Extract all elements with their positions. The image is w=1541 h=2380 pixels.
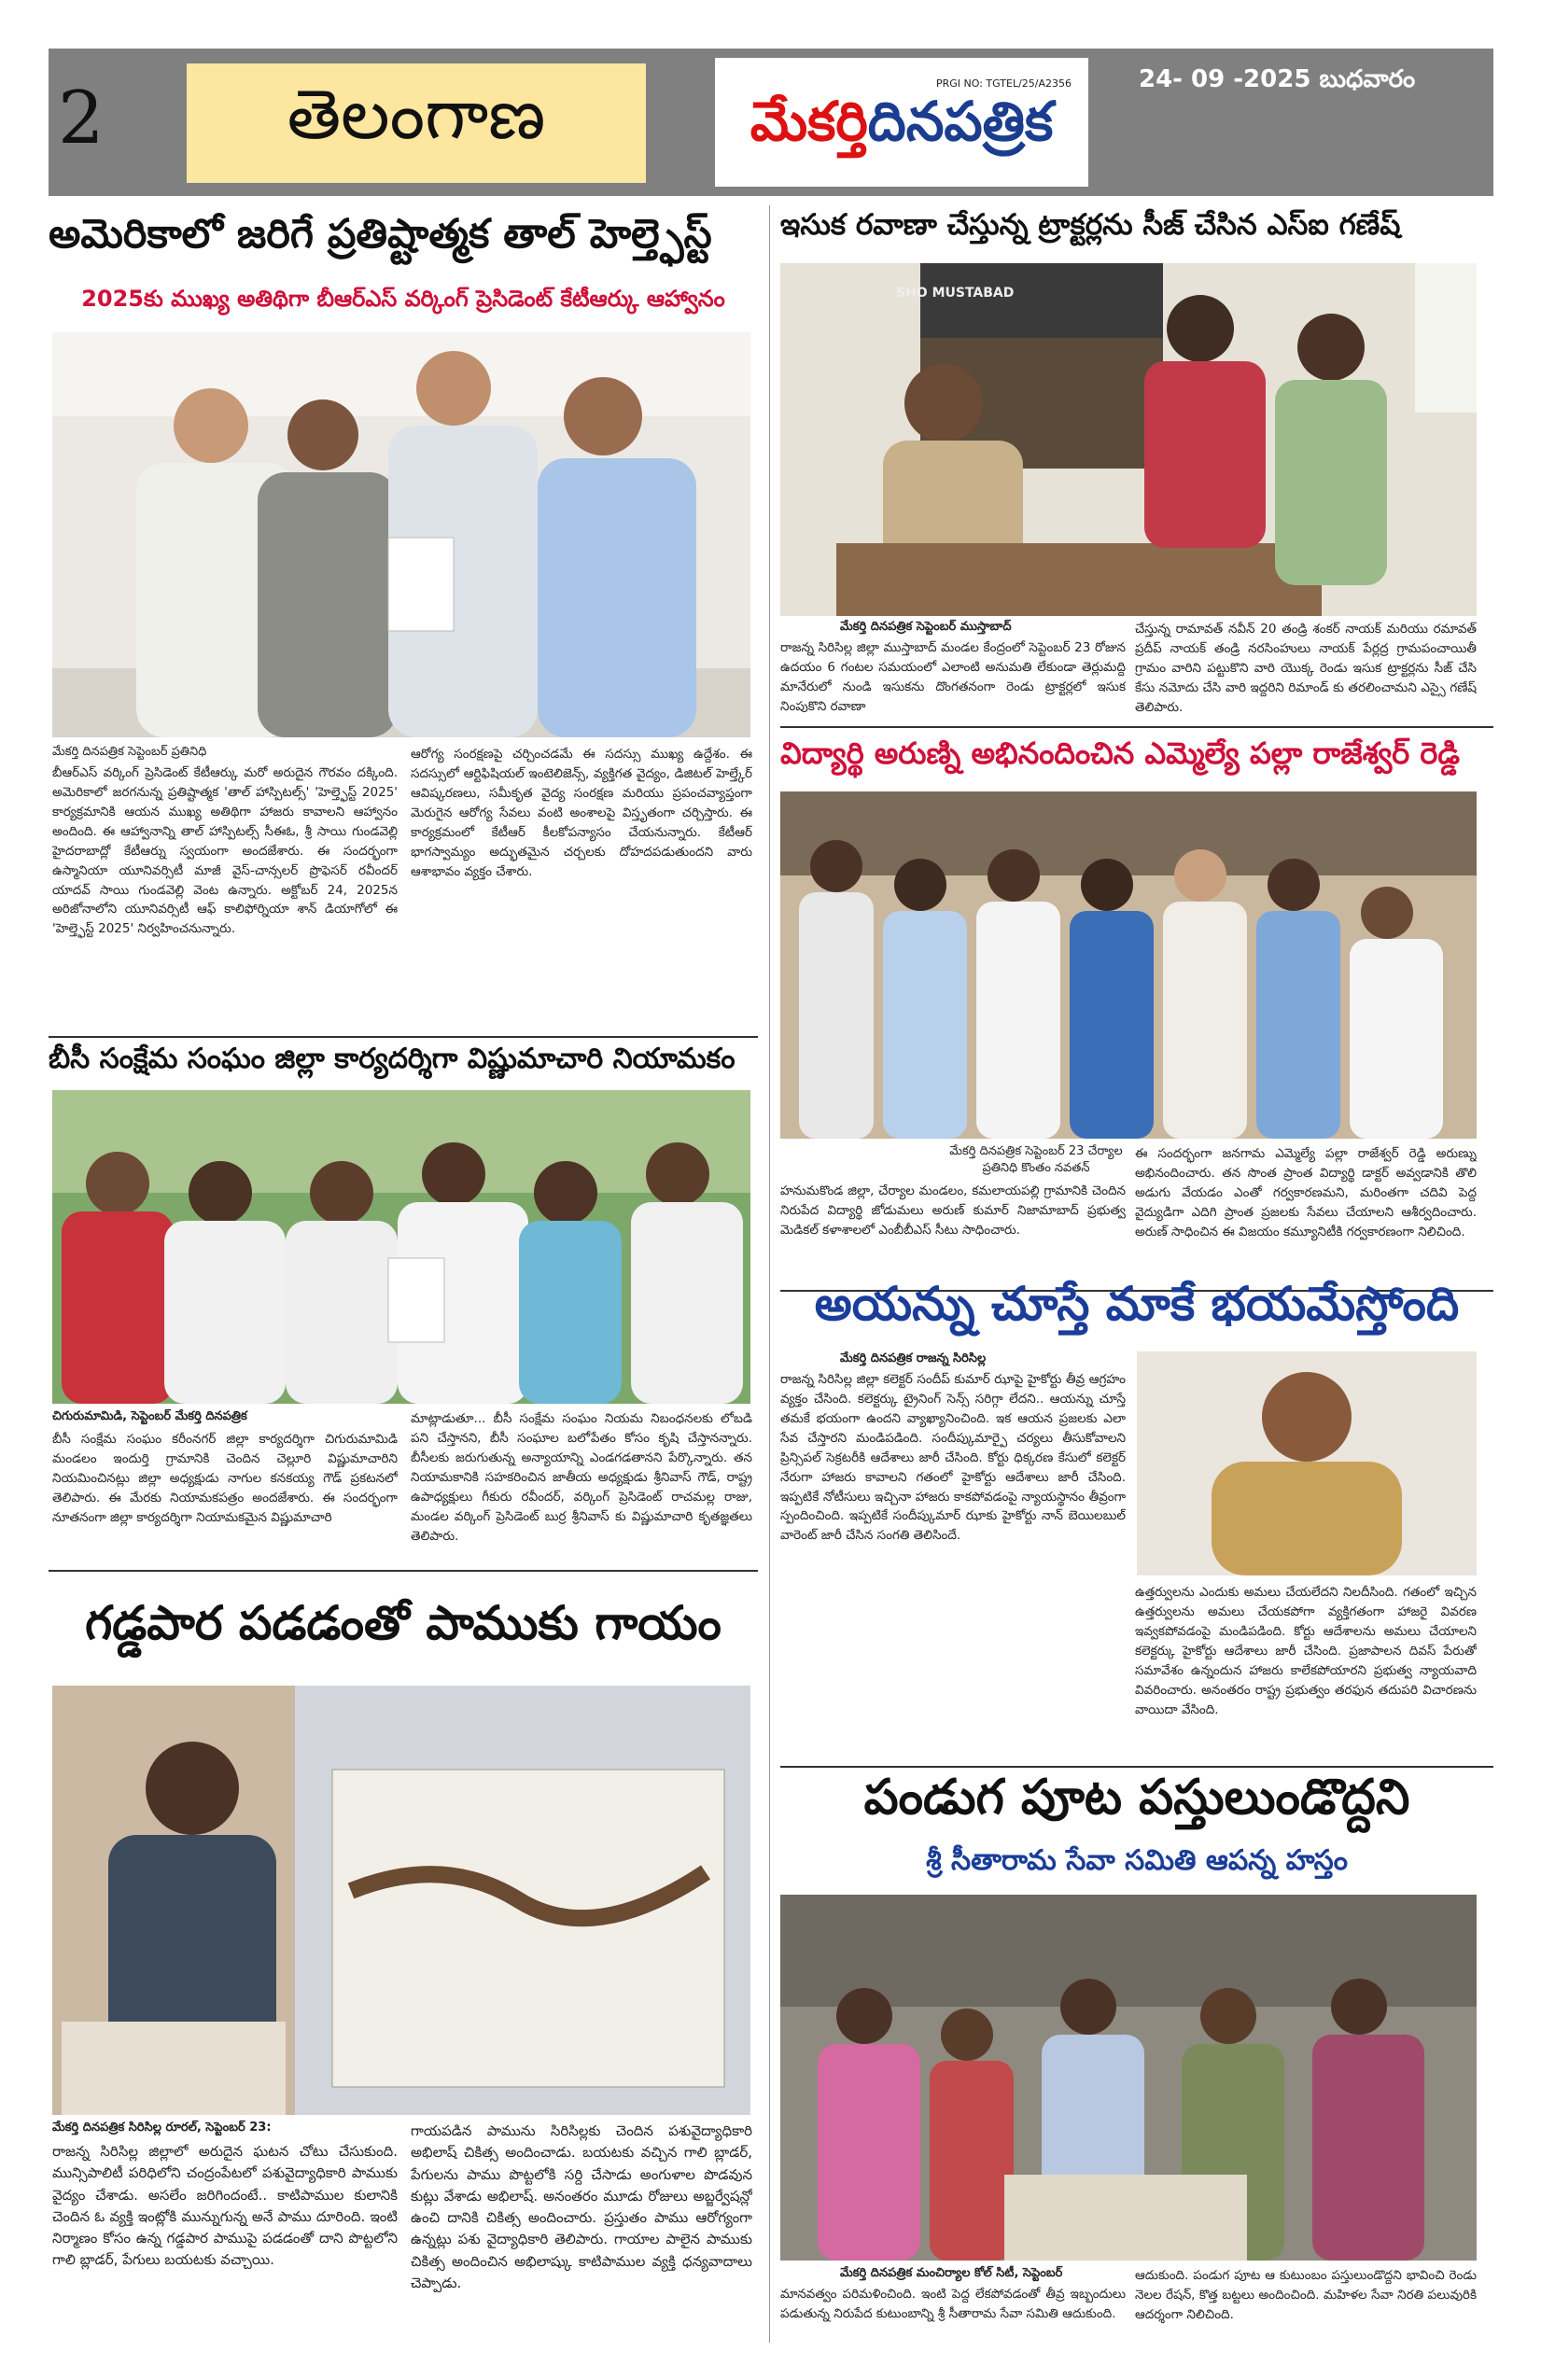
article-7-text-col-1: మానవత్వం పరిమళించింది. ఇంటి పెద్ద లేకపోవడంతో తీవ్ర ఇబ్బందులు పడుతున్న నిరుపేద కుటుంబాన్ని శ్రీ సీతారామ సేవా సమితి ఆదుకుంది.: [780, 2287, 1126, 2321]
article-1-dateline: మేకర్తి దినపత్రిక సెప్టెంబర్ ప్రతినిధి: [52, 745, 207, 759]
article-2-dateline: చిగురుమామిడి, సెప్టెంబర్ మేకర్తి దినపత్రిక: [52, 1409, 247, 1423]
article-5-text-col-1: హనుమకొండ జిల్లా, చేర్యాల మండలం, కమలాయపల్లి గ్రామానికి చెందిన నిరుపేద విద్యార్థి జోడుమలు అరుణ్ కుమార్ నిజామాబాద్ ప్రభుత్వ మెడికల్ కళాశాలలో ఎంబీబీఎస్ సీటు సాధించారు.: [780, 1183, 1126, 1238]
wall-calendar: [1415, 263, 1477, 413]
article-1-text-col-1: బీఆర్ఎస్ వర్కింగ్ ప్రెసిడెంట్ కేటీఆర్కు మరో అరుదైన గౌరవం దక్కింది. అమెరికాలో జరగనున్న ప్రతిష్టాత్మక 'తాల్ హాస్పిటల్స్' 'హెల్త్ఫెస్ట్ 2025' కార్యక్రమానికి ఆయన ముఖ్య అతిథిగా హాజరు కావాలని ఆహ్వానం అందింది. ఈ ఆహ్వానాన్ని తాల్ హాస్పిటల్స్ సీఈఓ, శ్రీ సాయి గుండవెల్లి హైదరాబాద్లో కేటీఆర్ను స్వయంగా అందజేశారు. ఈ సందర్భంగా ఉస్మానియా యూనివర్సిటీ మాజీ వైస్-చాన్సలర్ ప్రొఫెసర్ రవీందర్ యాదవ్ సాయి గుండవెల్లి వెంట ఉన్నారు. అక్టోబర్ 24, 2025న అరిజోనాలోని యూనివర్సిటీ ఆఫ్ కాలిఫోర్నియా శాన్ డియాగోలో ఈ 'హెల్త్ఫెస్ట్ 2025' నిర్వహించనున్నారు.: [52, 765, 398, 937]
article-6-text-col-1: రాజన్న సిరిసిల్ల జిల్లా కలెక్టర్ సందీప్ కుమార్ ఝాపై హైకోర్టు తీవ్ర ఆగ్రహం వ్యక్తం చేసింది. కలెక్టర్కు ట్రైనింగ్ సెన్స్ సరిగ్గా లేదని.. ఆయన్ను చూస్తే తమకే భయంగా ఉందని వ్యాఖ్యానించింది. ఇక ఆయన ప్రజలకు ఎలా సేవ చేస్తారని మండిపడింది. సందీప్కుమార్పై చర్యలు తీసుకోవాలని ప్రిన్సిపల్ సెక్రటరీకి ఆదేశాలు జారీ చేసింది. కోర్టు ధిక్కరణ కేసులో కలెక్టర్ నేరుగా హాజరు కావాలని గతంలో హైకోర్టు ఆదేశాలు జారీ చేసింది. ఇప్పటికే నోటీసులు ఇచ్చినా హాజరు కాకపోవడంపై న్యాయస్థానం తీవ్రంగా స్పందించింది. ఇప్పటికే సందీప్కుమార్ ఝాకు హైకోర్టు నాన్ బెయిలబుల్ వారెంట్ జారీ చేసిన సంగతి తెలిసిందే.: [780, 1372, 1126, 1544]
article-4-dateline: మేకర్తి దినపత్రిక సెప్టెంబర్ ముస్తాబాద్: [840, 620, 1012, 634]
article-5-text-col-2: ఈ సందర్భంగా జనగామ ఎమ్మెల్యే పల్లా రాజేశ్వర్ రెడ్డి అరుణ్ను అభినందించారు. తన సొంత ప్రాంత విద్యార్థి డాక్టర్ అవ్వడానికి తొలి అడుగు వేయడం ఎంతో గర్వకారణమని, మరింతగా చదివి పెద్ద వైద్యుడిగా ఎదిగి ప్రాంత ప్రజలకు సేవలు చేయాలని ఆశీర్వదించారు. అరుణ్ సాధించిన ఈ విజయం కమ్యూనిటీకి గర్వకారణంగా నిలిచింది.: [1135, 1146, 1477, 1239]
section-title: [187, 63, 646, 183]
article-5-headline: విద్యార్థి అరుణ్ని అభినందించిన ఎమ్మెల్యే పల్లా రాజేశ్వర్ రెడ్డి: [780, 735, 1460, 771]
article-2-photo: [52, 1090, 750, 1404]
article-4-text-col-2: చేస్తున్న రామావత్ నవీన్ 20 తండ్రి శంకర్ నాయక్ మరియు రమావత్ ప్రదీప్ నాయక్ తండ్రి నరసింహులు నాయక్ పేర్లద్ర గ్రామపంచాయితీ గ్రామం వారిని పట్టుకొని వారి యొక్క రెండు ఇసుక ట్రాక్టర్లను సీజ్ చేసి కేసు నమోదు చేసి వారి ఇద్దరిని రిమాండ్ కు తరలించామని ఎస్సై గణేష్ తెలిపారు.: [1135, 622, 1477, 715]
article-1-photo: [52, 332, 750, 737]
article-3-text-col-2: గాయపడిన పామును సిరిసిల్లకు చెందిన పశువైద్యాధికారి అభిలాష్ చికిత్స అందించాడు. బయటకు వచ్చిన గాలి బ్లాడర్, పేగులను పాము పొట్టలోకి సర్ది చేసాడు అంగుళాల పొడవున కుట్లు వేశాడు అభిలాష్. అనంతరం మూడు రోజులు అబ్జర్వేషన్లో ఉంచి దానికి చికిత్స అందించారు. ప్రస్తుతం పాము ఆరోగ్యంగా ఉన్నట్లు పశు వైద్యాధికారి తెలిపారు. గాయాల పాలైన పాముకు చికిత్స అందించిన అభిలాష్కు కాటిపాముల వ్యక్తి ధన్యవాదాలు చెప్పాడు.: [411, 2122, 752, 2291]
logo-name-1: మేకర్తి: [749, 90, 868, 153]
article-6-text-col-2: ఉత్తర్వులను ఎందుకు అమలు చేయలేదని నిలదీసింది. గతంలో ఇచ్చిన ఉత్తర్వులను అమలు చేయకపోగా వ్యక్తిగతంగా హాజరై వివరణ ఇవ్వకపోవడంపై మండిపడింది. కోర్టు ఆదేశాలను అమలు చేయాలని కలెక్టర్కు హైకోర్టు ఆదేశాలు జారీ చేసింది. ప్రజాపాలన దివస్ పేరుతో సమావేశం ఉన్నందున హాజరు కాలేకపోయారని ప్రభుత్వ న్యాయవాది వివరించారు. అనంతరం రాష్ట్ర ప్రభుత్వం తరఫున తదుపరి విచారణను వాయిదా వేసింది.: [1135, 1585, 1477, 1717]
logo-wordmark: [750, 90, 1054, 167]
newspaper-logo: [715, 58, 1088, 187]
article-7-dateline: మేకర్తి దినపత్రిక మంచిర్యాల కోల్ సిటీ, సెప్టెంబర్: [840, 2266, 1063, 2280]
article-5-dateline: మేకర్తి దినపత్రిక సెప్టెంబర్ 23 చేర్యాల ప్రతినిధి కొంతం నవతన్: [949, 1144, 1123, 1175]
article-2-text-col-1: బీసీ సంక్షేమ సంఘం కరీంనగర్ జిల్లా కార్యదర్శిగా చిగురుమామిడి మండలం ఇందుర్తి గ్రామానికి చెందిన చెల్లూరి విష్ణుమాచారిని నియమించినట్లు జిల్లా అధ్యక్షుడు నాగుల కనకయ్య గౌడ్ ప్రకటనలో తెలిపారు. ఈ మేరకు నియామకపత్రం అందజేశారు. ఈ సందర్భంగా నూతనంగా జిల్లా కార్యదర్శిగా నియామకమైన విష్ణుమాచారి: [52, 1432, 398, 1525]
article-3-dateline: మేకర్తి దినపత్రిక సిరిసిల్ల రూరల్, సెప్టెంబర్ 23:: [52, 2121, 272, 2135]
article-7-photo: [780, 1895, 1477, 2261]
article-1-subhead: 2025కు ముఖ్య అతిథిగా బీఆర్ఎస్ వర్కింగ్ ప్రెసిడెంట్ కేటీఆర్కు ఆహ్వానం: [81, 286, 725, 312]
section-label: తెలంగాణ: [287, 75, 546, 155]
issue-date: 24- 09 -2025 బుధవారం: [1139, 65, 1416, 93]
article-4-text-col-1: రాజన్న సిరిసిల్ల జిల్లా ముస్తాబాద్ మండల కేంద్రంలో సెప్టెంబర్ 23 రోజున ఉదయం 6 గంటల సమయంలో ఎలాంటి అనుమతి లేకుండా తెర్లుమద్ది మానేరులో నుండి ఇసుకను దొంగతనంగా రెండు ట్రాక్టర్లలో ఇసుక నింపుకొని రవాణా: [780, 640, 1126, 714]
article-2-headline: బీసీ సంక్షేమ సంఘం జిల్లా కార్యదర్శిగా విష్ణుమాచారి నియామకం: [49, 1043, 735, 1075]
article-7-text-col-2: ఆదుకుంది. పండుగ పూట ఆ కుటుంబం పస్తులుండొద్దని భావించి రెండు నెలల రేషన్, కొత్త బట్టలు అందించింది. మహిళల సేవా నిరతి పలువురికి ఆదర్శంగా నిలిచింది.: [1135, 2268, 1477, 2322]
article-6-photo: [1137, 1351, 1477, 1575]
sho-sign: SHO MUSTABAD: [896, 286, 1015, 301]
article-3-headline: గడ్డపార పడడంతో పాముకు గాయం: [85, 1596, 721, 1650]
logo-name-2: దినపత్రిక: [867, 90, 1054, 153]
article-5-photo: [780, 791, 1477, 1139]
logo-registration: PRGI NO: TGTEL/25/A2356: [935, 77, 1072, 90]
article-4-photo: [780, 263, 1477, 616]
divider: [49, 1570, 758, 1572]
divider: [780, 726, 1493, 728]
article-4-headline: ఇసుక రవాణా చేస్తున్న ట్రాక్టర్లను సీజ్ చేసిన ఎస్ఐ గణేష్: [780, 208, 1401, 242]
divider: [49, 1036, 758, 1038]
page-number: 2: [58, 77, 105, 161]
article-6-headline: అయన్ను చూస్తే మాకే భయమేస్తోంది: [814, 1277, 1460, 1331]
column-separator: [769, 205, 770, 2343]
article-2-text-col-2: మాట్లాడుతూ... బీసీ సంక్షేమ సంఘం నియమ నిబంధనలకు లోబడి పని చేస్తానని, బీసీ సంఘాల బలోపేతం కోసం కృషి చేస్తానన్నారు. బీసీలకు జరుగుతున్న అన్యాయాన్ని ఎండగడతానని పేర్కొన్నారు. తన నియామకానికి సహకరించిన జాతీయ అధ్యక్షుడు శ్రీనివాస్ గౌడ్, రాష్ట్ర ఉపాధ్యక్షులు గీకురు రవీందర్, వర్కింగ్ ప్రెసిడెంట్ రాచమల్ల రాజు, మండల వర్కింగ్ ప్రెసిడెంట్ బుర్ర శ్రీనివాస్ కు విష్ణుమాచారి కృతజ్ఞతలు తెలిపారు.: [411, 1411, 752, 1544]
article-3-photo: [52, 1686, 750, 2115]
article-7-headline: పండుగ పూట పస్తులుండొద్దని: [863, 1770, 1410, 1826]
article-6-dateline: మేకర్తి దినపత్రిక రాజన్న సిరిసిల్ల: [840, 1351, 987, 1365]
article-1-headline: అమెరికాలో జరిగే ప్రతిష్టాత్మక తాల్ హెల్త్ఫెస్ట్: [49, 211, 712, 258]
article-3-text-col-1: రాజన్న సిరిసిల్ల జిల్లాలో అరుదైన ఘటన చోటు చేసుకుంది. మున్సిపాలిటీ పరిధిలోని చంద్రంపేటలో పశువైద్యాధికారి పాముకు వైద్యం చేశాడు. అసలేం జరిగిందంటే.. కాటిపాముల కులానికి చెందిన ఓ వ్యక్తి ఇంట్లోకి మున్నుగున్న అనే పాము దూరింది. ఇంటి నిర్మాణం కోసం ఉన్న గడ్డపార పాముపై పడడంతో దాని పొట్టలోని గాలి బ్లాడర్, పేగులు బయటకు వచ్చాయి.: [52, 2143, 398, 2269]
article-7-subhead: శ్రీ సీతారామ సేవా సమితి ఆపన్న హస్తం: [926, 1844, 1348, 1877]
divider: [780, 1766, 1493, 1768]
article-1-text-col-2: ఆరోగ్య సంరక్షణపై చర్చించడమే ఈ సదస్సు ముఖ్య ఉద్దేశం. ఈ సదస్సులో ఆర్టిఫిషియల్ ఇంటెలిజెన్స్, వ్యక్తిగత వైద్యం, డిజిటల్ హెల్త్కేర్ ఆవిష్కరణలు, సమీకృత వైద్య సంరక్షణ మరియు ప్రపంచవ్యాప్తంగా మెరుగైన ఆరోగ్య సేవలు వంటి అంశాలపై విస్తృతంగా చర్చిస్తారు. ఈ కార్యక్రమంలో కేటీఆర్ కీలకోపన్యాసం చేయనున్నారు. కేటీఆర్ భాగస్వామ్యం అద్భుతమైన చర్చలకు దోహదపడుతుందని వారు ఆశాభావం వ్యక్తం చేశారు.: [411, 747, 752, 879]
